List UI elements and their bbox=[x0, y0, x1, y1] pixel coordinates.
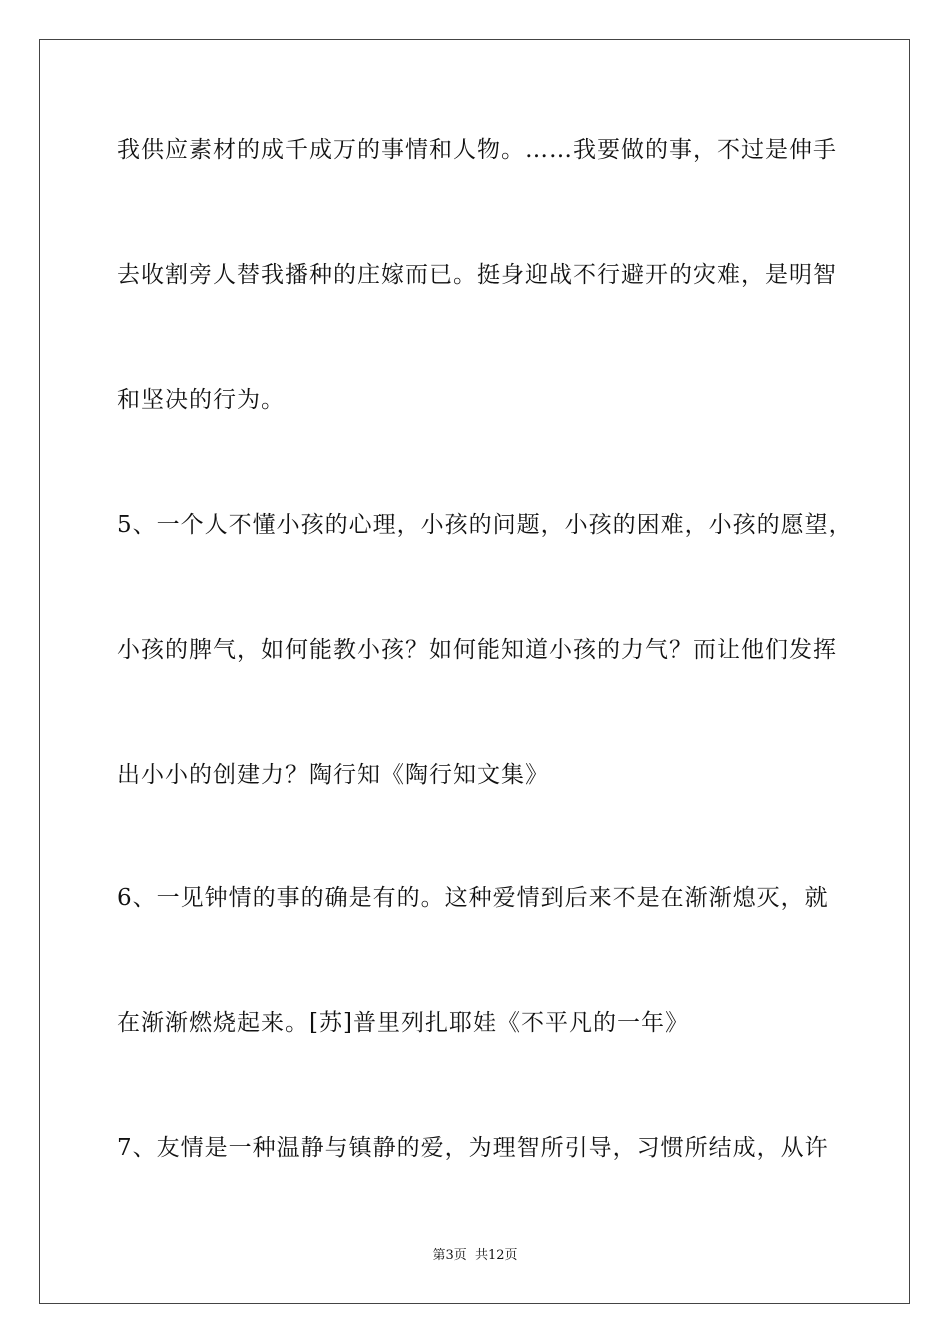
page-footer bbox=[0, 1247, 950, 1265]
text-line-7: 6、一见钟情的事的确是有的。这种爱情到后来不是在渐渐熄灭，就 bbox=[117, 885, 829, 911]
page-number: 第3页 bbox=[432, 1248, 467, 1263]
text-line-2: 去收割旁人替我播种的庄嫁而已。挺身迎战不行避开的灾难，是明智 bbox=[117, 262, 837, 288]
text-line-8: 在渐渐燃烧起来。[苏]普里列扎耶娃《不平凡的一年》 bbox=[117, 1010, 689, 1036]
text-line-6: 出小小的创建力？陶行知《陶行知文集》 bbox=[117, 762, 549, 788]
page-total: 共12页 bbox=[474, 1248, 518, 1263]
text-line-9: 7、友情是一种温静与镇静的爱，为理智所引导，习惯所结成，从许 bbox=[117, 1135, 829, 1161]
text-line-5: 小孩的脾气，如何能教小孩？如何能知道小孩的力气？而让他们发挥 bbox=[117, 637, 837, 663]
page-border bbox=[39, 39, 910, 1304]
text-line-4: 5、一个人不懂小孩的心理，小孩的问题，小孩的困难，小孩的愿望， bbox=[117, 512, 853, 538]
text-line-1: 我供应素材的成千成万的事情和人物。……我要做的事，不过是伸手 bbox=[117, 137, 837, 163]
text-line-3: 和坚决的行为。 bbox=[117, 387, 285, 413]
